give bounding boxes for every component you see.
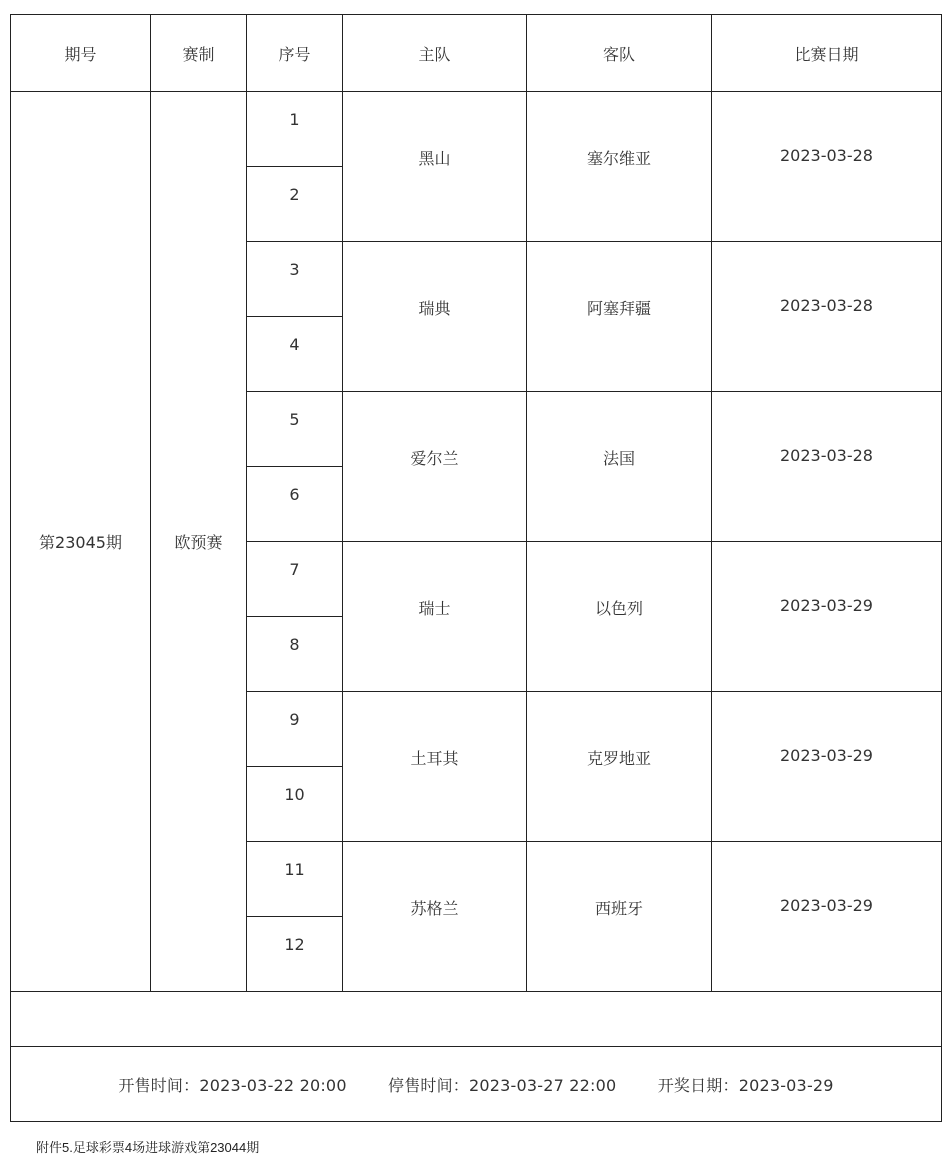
seq-cell: 12 bbox=[247, 917, 343, 992]
empty-cell bbox=[11, 992, 942, 1047]
home-team-cell: 瑞典 bbox=[343, 242, 527, 392]
away-team-cell: 以色列 bbox=[527, 542, 712, 692]
header-seq: 序号 bbox=[247, 15, 343, 92]
seq-cell: 1 bbox=[247, 92, 343, 167]
away-team-cell: 西班牙 bbox=[527, 842, 712, 992]
away-team-cell: 克罗地亚 bbox=[527, 692, 712, 842]
match-date-cell: 2023-03-28 bbox=[712, 92, 942, 242]
sale-stop-time: 停售时间：2023-03-27 22:00 bbox=[388, 1075, 617, 1095]
away-team-cell: 阿塞拜疆 bbox=[527, 242, 712, 392]
table-row bbox=[11, 92, 942, 167]
match-date-cell: 2023-03-29 bbox=[712, 542, 942, 692]
seq-cell: 4 bbox=[247, 317, 343, 392]
sale-info-row bbox=[11, 1047, 942, 1122]
issue-cell: 第23045期 bbox=[11, 92, 151, 992]
seq-cell: 8 bbox=[247, 617, 343, 692]
seq-cell: 7 bbox=[247, 542, 343, 617]
header-row bbox=[11, 15, 942, 92]
seq-cell: 9 bbox=[247, 692, 343, 767]
home-team-cell: 土耳其 bbox=[343, 692, 527, 842]
home-team-cell: 瑞士 bbox=[343, 542, 527, 692]
match-date-cell: 2023-03-28 bbox=[712, 242, 942, 392]
home-team-cell: 爱尔兰 bbox=[343, 392, 527, 542]
sale-info-cell bbox=[11, 1047, 942, 1122]
draw-date: 开奖日期：2023-03-29 bbox=[657, 1075, 834, 1095]
seq-cell: 2 bbox=[247, 167, 343, 242]
away-team-cell: 法国 bbox=[527, 392, 712, 542]
attachment-caption: 附件5.足球彩票4场进球游戏第23044期 bbox=[36, 1140, 260, 1155]
away-team-cell: 塞尔维亚 bbox=[527, 92, 712, 242]
format-cell: 欧预赛 bbox=[151, 92, 247, 992]
sale-start-time: 开售时间：2023-03-22 20:00 bbox=[118, 1075, 347, 1095]
seq-cell: 10 bbox=[247, 767, 343, 842]
match-date-cell: 2023-03-29 bbox=[712, 842, 942, 992]
seq-cell: 6 bbox=[247, 467, 343, 542]
seq-cell: 3 bbox=[247, 242, 343, 317]
header-format: 赛制 bbox=[151, 15, 247, 92]
empty-row bbox=[11, 992, 942, 1047]
header-away: 客队 bbox=[527, 15, 712, 92]
match-schedule-table bbox=[10, 14, 942, 1122]
home-team-cell: 黑山 bbox=[343, 92, 527, 242]
header-home: 主队 bbox=[343, 15, 527, 92]
header-date: 比赛日期 bbox=[712, 15, 942, 92]
home-team-cell: 苏格兰 bbox=[343, 842, 527, 992]
seq-cell: 5 bbox=[247, 392, 343, 467]
match-date-cell: 2023-03-28 bbox=[712, 392, 942, 542]
match-date-cell: 2023-03-29 bbox=[712, 692, 942, 842]
seq-cell: 11 bbox=[247, 842, 343, 917]
header-issue: 期号 bbox=[11, 15, 151, 92]
